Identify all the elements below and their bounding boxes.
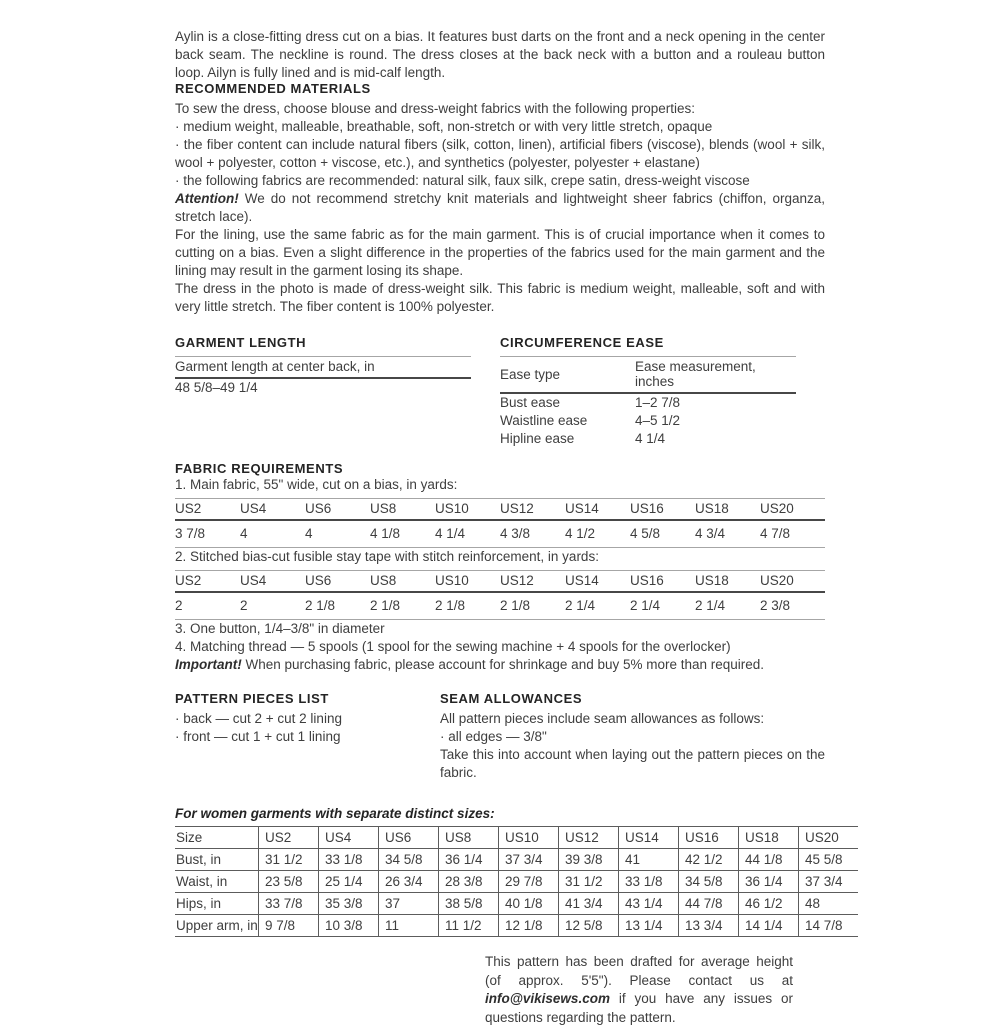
yardage-cell: 4 [240,520,305,548]
photo-fabric-note: The dress in the photo is made of dress-weight silk. This fabric is medium weight, malleable, soft and with very little stretch. The fiber content is 100% polyester. [175,281,825,314]
ease-value-cell: 1–2 7/8 [635,395,681,410]
size-header-cell: US12 [500,571,565,593]
attention-lead: Attention! [175,191,239,206]
measurement-cell: 45 5/8 [799,849,859,871]
ease-measurement-header: Ease measurement, inches [635,357,796,394]
measurement-cell: 34 5/8 [679,871,739,893]
circumference-ease-table [500,356,796,448]
table-header-row [175,827,858,849]
measurement-row-waist [175,871,858,893]
measurement-cell: 11 1/2 [439,915,499,937]
measurement-cell: 44 1/8 [739,849,799,871]
measurement-cell: 41 [619,849,679,871]
size-header-cell: US4 [240,499,305,521]
intro-paragraph: Aylin is a close-fitting dress cut on a bias. It features bust darts on the front and a neck opening in the center back seam. The neckline is round. The dress closes at the back neck with a button and a rouleau button loop. Ailyn is fully lined and is mid-calf length. [175,29,825,80]
measurement-cell: 33 1/8 [619,871,679,893]
ease-type-cell: Bust ease [500,395,561,410]
yardage-cell: 4 3/8 [500,520,565,548]
pattern-description-page [175,0,843,1027]
measurement-row-bust [175,849,858,871]
table-row [500,393,796,412]
size-header-cell: US16 [630,571,695,593]
garment-length-table [175,356,471,397]
size-header-cell: US16 [679,827,739,849]
yardage-cell: 2 1/4 [695,592,760,620]
size-column-header: Size [175,827,259,849]
measurement-cell: 29 7/8 [499,871,559,893]
measurement-cell: 37 3/4 [799,871,859,893]
table-header-row [175,571,825,593]
pieces-and-seams-row [175,692,825,782]
table-header-row [175,357,471,379]
size-header-cell: US12 [500,499,565,521]
important-lead: Important! [175,657,242,672]
recommended-materials-block [175,100,825,316]
yardage-cell: 2 [175,592,240,620]
size-header-cell: US2 [259,827,319,849]
size-header-cell: US14 [619,827,679,849]
pattern-piece-item: · front — cut 1 + cut 1 lining [175,729,341,744]
size-header-cell: US4 [319,827,379,849]
fabric-table-1 [175,498,825,548]
yardage-cell: 4 7/8 [760,520,825,548]
yardage-cell: 4 5/8 [630,520,695,548]
measurement-cell: 23 5/8 [259,871,319,893]
yardage-cell: 2 1/4 [565,592,630,620]
important-text: When purchasing fabric, please account for shrinkage and buy 5% more than required. [241,657,765,672]
contact-email: info@vikisews.com [485,991,610,1006]
measurement-row-hips [175,893,858,915]
fabric-table-2-caption: 2. Stitched bias-cut fusible stay tape with stitch reinforcement, in yards: [175,549,599,564]
measurement-cell: 13 3/4 [679,915,739,937]
measurement-cell: 31 1/2 [259,849,319,871]
seam-allowances-line: · all edges — 3/8" [440,729,547,744]
size-header-cell: US12 [559,827,619,849]
measurement-cell: 14 7/8 [799,915,859,937]
measurement-cell: 31 1/2 [559,871,619,893]
table-header-row [175,499,825,521]
fabric-table-2 [175,570,825,620]
ease-type-header: Ease type [500,357,635,394]
circumference-ease-heading: CIRCUMFERENCE EASE [500,335,664,350]
size-header-cell: US4 [240,571,305,593]
size-header-cell: US20 [799,827,859,849]
pattern-pieces-section [175,692,440,782]
size-table-title: For women garments with separate distinct sizes: [175,806,495,821]
yardage-cell: 2 1/8 [305,592,370,620]
measurement-cell: 40 1/8 [499,893,559,915]
table-row [500,430,796,448]
circumference-ease-section [500,336,825,448]
measurement-cell: 11 [379,915,439,937]
measurement-cell: 13 1/4 [619,915,679,937]
table-header-row [500,357,796,394]
size-header-cell: US14 [565,571,630,593]
yardage-cell: 2 1/8 [435,592,500,620]
contact-text-before: This pattern has been drafted for average height (of approx. 5'5"). Please contact us at [485,954,793,988]
garment-length-label: Garment length at center back, in [175,357,471,379]
size-header-cell: US18 [739,827,799,849]
size-header-cell: US18 [695,571,760,593]
yardage-cell: 4 3/4 [695,520,760,548]
yardage-cell: 4 [305,520,370,548]
yardage-cell: 4 1/8 [370,520,435,548]
measurement-cell: 38 5/8 [439,893,499,915]
ease-value-cell: 4 1/4 [635,431,666,446]
fabric-table-1-caption: 1. Main fabric, 55" wide, cut on a bias, in yards: [175,477,458,492]
seam-allowances-line: Take this into account when laying out the pattern pieces on the fabric. [440,747,825,780]
pattern-pieces-heading: PATTERN PIECES LIST [175,691,329,706]
measurement-cell: 39 3/8 [559,849,619,871]
notions-item-thread: 4. Matching thread — 5 spools (1 spool for the sewing machine + 4 spools for the overlocker) [175,639,731,654]
size-header-cell: US20 [760,571,825,593]
table-row [175,378,471,397]
size-header-cell: US2 [175,499,240,521]
yardage-cell: 3 7/8 [175,520,240,548]
size-header-cell: US6 [305,571,370,593]
size-header-cell: US10 [435,571,500,593]
measurement-cell: 9 7/8 [259,915,319,937]
seam-allowances-heading: SEAM ALLOWANCES [440,691,583,706]
measurement-cell: 25 1/4 [319,871,379,893]
materials-bullet: · medium weight, malleable, breathable, soft, non-stretch or with very little stretch, opaque [175,119,713,134]
size-header-cell: US8 [370,499,435,521]
attention-note [175,190,825,226]
important-note [175,656,825,674]
size-header-cell: US14 [565,499,630,521]
size-header-cell: US18 [695,499,760,521]
measurement-cell: 12 5/8 [559,915,619,937]
materials-bullet: · the following fabrics are recommended: natural silk, faux silk, crepe satin, dress-weight viscose [175,173,750,188]
measurement-cell: 44 7/8 [679,893,739,915]
measurement-label: Waist, in [175,871,259,893]
attention-text: We do not recommend stretchy knit materials and lightweight sheer fabrics (chiffon, organza, stretch lace). [175,191,825,224]
size-header-cell: US16 [630,499,695,521]
yardage-cell: 4 1/4 [435,520,500,548]
table-row [175,520,825,548]
seam-allowances-line: All pattern pieces include seam allowances as follows: [440,711,765,726]
table-row [175,592,825,620]
measurement-cell: 26 3/4 [379,871,439,893]
measurement-cell: 28 3/8 [439,871,499,893]
lining-note: For the lining, use the same fabric as for the main garment. This is of crucial importance when it comes to cutting on a bias. Even a slight difference in the properties of the fabrics used for the main garment and the lining may result in the garment losing its shape. [175,227,825,278]
yardage-cell: 2 3/8 [760,592,825,620]
measurement-cell: 41 3/4 [559,893,619,915]
size-header-cell: US20 [760,499,825,521]
recommended-materials-heading: RECOMMENDED MATERIALS [175,81,371,96]
size-header-cell: US6 [305,499,370,521]
size-header-cell: US10 [499,827,559,849]
measurement-cell: 35 3/8 [319,893,379,915]
yardage-cell: 2 [240,592,305,620]
measurement-cell: 42 1/2 [679,849,739,871]
size-header-cell: US6 [379,827,439,849]
measurement-cell: 37 [379,893,439,915]
measurement-cell: 12 1/8 [499,915,559,937]
measurement-cell: 36 1/4 [739,871,799,893]
size-header-cell: US2 [175,571,240,593]
yardage-cell: 4 1/2 [565,520,630,548]
measurement-cell: 36 1/4 [439,849,499,871]
yardage-cell: 2 1/8 [500,592,565,620]
size-header-cell: US10 [435,499,500,521]
measurement-cell: 34 5/8 [379,849,439,871]
contact-note [485,953,793,1027]
materials-intro-line: To sew the dress, choose blouse and dress-weight fabrics with the following properties: [175,101,696,116]
measurement-row-upper-arm [175,915,858,937]
measurement-label: Bust, in [175,849,259,871]
measurement-label: Upper arm, in [175,915,259,937]
measurement-cell: 46 1/2 [739,893,799,915]
contact-text-after: if you have any issues or questions regarding the pattern. [485,991,793,1025]
yardage-cell: 2 1/8 [370,592,435,620]
measurement-cell: 14 1/4 [739,915,799,937]
measurement-cell: 48 [799,893,859,915]
measurement-cell: 37 3/4 [499,849,559,871]
table-row [500,412,796,430]
measurement-cell: 43 1/4 [619,893,679,915]
garment-length-value: 48 5/8–49 1/4 [175,380,258,395]
measurement-label: Hips, in [175,893,259,915]
body-measurements-table [175,826,858,937]
measurement-cell: 10 3/8 [319,915,379,937]
size-header-cell: US8 [370,571,435,593]
ease-type-cell: Hipline ease [500,431,575,446]
seam-allowances-section [440,692,825,782]
yardage-cell: 2 1/4 [630,592,695,620]
measurement-cell: 33 1/8 [319,849,379,871]
ease-value-cell: 4–5 1/2 [635,413,681,428]
materials-bullet: · the fiber content can include natural fibers (silk, cotton, linen), artificial fibers (viscose), blends (wool + silk, wool + polyester, cotton + viscose, etc.), and synthetics (polyester, polyester + elastane) [175,137,825,170]
garment-length-section [175,336,500,448]
measurement-cell: 33 7/8 [259,893,319,915]
length-and-ease-row [175,336,825,448]
size-header-cell: US8 [439,827,499,849]
notions-item-button: 3. One button, 1/4–3/8" in diameter [175,621,385,636]
fabric-requirements-heading: FABRIC REQUIREMENTS [175,461,344,476]
pattern-piece-item: · back — cut 2 + cut 2 lining [175,711,342,726]
ease-type-cell: Waistline ease [500,413,588,428]
garment-length-heading: GARMENT LENGTH [175,335,307,350]
